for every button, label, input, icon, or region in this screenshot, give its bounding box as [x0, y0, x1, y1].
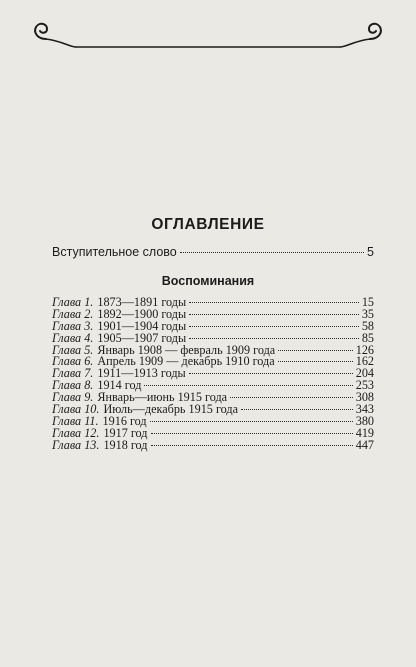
- chapter-page-number: 85: [361, 330, 374, 345]
- chapter-page-number: 343: [355, 402, 374, 417]
- leader-dots: [189, 338, 359, 339]
- chapter-title: 1916 год: [102, 413, 147, 428]
- chapter-label: Глава 2.: [52, 306, 94, 321]
- chapter-entry[interactable]: [52, 437, 374, 452]
- intro-entry[interactable]: [52, 245, 374, 259]
- chapter-page-number: 35: [361, 306, 374, 321]
- chapter-title: 1901—1904 годы: [97, 318, 187, 333]
- chapter-title: Январь 1908 — февраль 1909 года: [97, 342, 276, 357]
- leader-dots: [151, 433, 353, 434]
- chapter-entry[interactable]: [52, 413, 374, 428]
- contents-title: ОГЛАВЛЕНИЕ: [151, 216, 265, 233]
- chapter-page-number: 58: [361, 318, 374, 333]
- chapter-label: Глава 8.: [52, 378, 94, 393]
- chapter-label: Глава 12.: [52, 425, 100, 440]
- chapter-label: Глава 5.: [52, 342, 94, 357]
- chapter-label: Глава 9.: [52, 390, 94, 405]
- chapter-title: Апрель 1909 — декабрь 1910 года: [97, 354, 275, 369]
- chapter-label: Глава 1.: [52, 295, 94, 309]
- leader-dots: [189, 326, 359, 327]
- chapter-title: 1918 год: [103, 437, 148, 452]
- leader-dots: [144, 385, 352, 386]
- chapter-label: Глава 6.: [52, 354, 94, 369]
- intro-title: Вступительное слово: [52, 245, 177, 259]
- chapter-title: Июль—декабрь 1915 года: [103, 402, 238, 417]
- leader-dots: [180, 252, 364, 253]
- leader-dots: [278, 361, 353, 362]
- section-title: Воспоминания: [161, 274, 255, 288]
- chapter-label: Глава 7.: [52, 366, 94, 381]
- leader-dots: [189, 314, 359, 315]
- leader-dots: [189, 373, 353, 374]
- chapter-title: 1905—1907 годы: [97, 330, 187, 345]
- chapter-title: 1892—1900 годы: [97, 306, 187, 321]
- leader-dots: [150, 421, 353, 422]
- chapter-page-number: 308: [355, 390, 374, 405]
- chapter-page-number: 162: [355, 354, 374, 369]
- chapter-label: Глава 4.: [52, 330, 94, 345]
- chapter-title: 1917 год: [103, 425, 148, 440]
- decorative-header-ornament: [0, 14, 416, 56]
- chapter-label: Глава 13.: [52, 437, 100, 452]
- chapter-label: Глава 3.: [52, 318, 94, 333]
- chapter-page-number: 15: [361, 295, 374, 309]
- chapter-page-number: 380: [355, 413, 374, 428]
- leader-dots: [230, 397, 353, 398]
- leader-dots: [278, 350, 353, 351]
- chapter-title: 1873—1891 годы: [97, 295, 187, 309]
- chapter-page-number: 204: [355, 366, 374, 381]
- chapter-page-number: 419: [355, 425, 374, 440]
- chapter-title: 1914 год: [97, 378, 142, 393]
- chapter-entry[interactable]: [52, 425, 374, 440]
- chapter-title: 1911—1913 годы: [97, 366, 186, 381]
- intro-page-number: 5: [367, 245, 374, 259]
- chapter-page-number: 447: [355, 437, 374, 452]
- chapter-entry[interactable]: [52, 404, 374, 416]
- chapter-page-number: 253: [355, 378, 374, 393]
- chapter-title: Январь—июнь 1915 года: [97, 390, 228, 405]
- chapter-page-number: 126: [355, 342, 374, 357]
- leader-dots: [189, 302, 359, 303]
- leader-dots: [151, 445, 353, 446]
- leader-dots: [241, 409, 353, 410]
- chapter-label: Глава 11.: [52, 413, 99, 428]
- chapter-list: [52, 297, 374, 452]
- chapter-label: Глава 10.: [52, 402, 100, 417]
